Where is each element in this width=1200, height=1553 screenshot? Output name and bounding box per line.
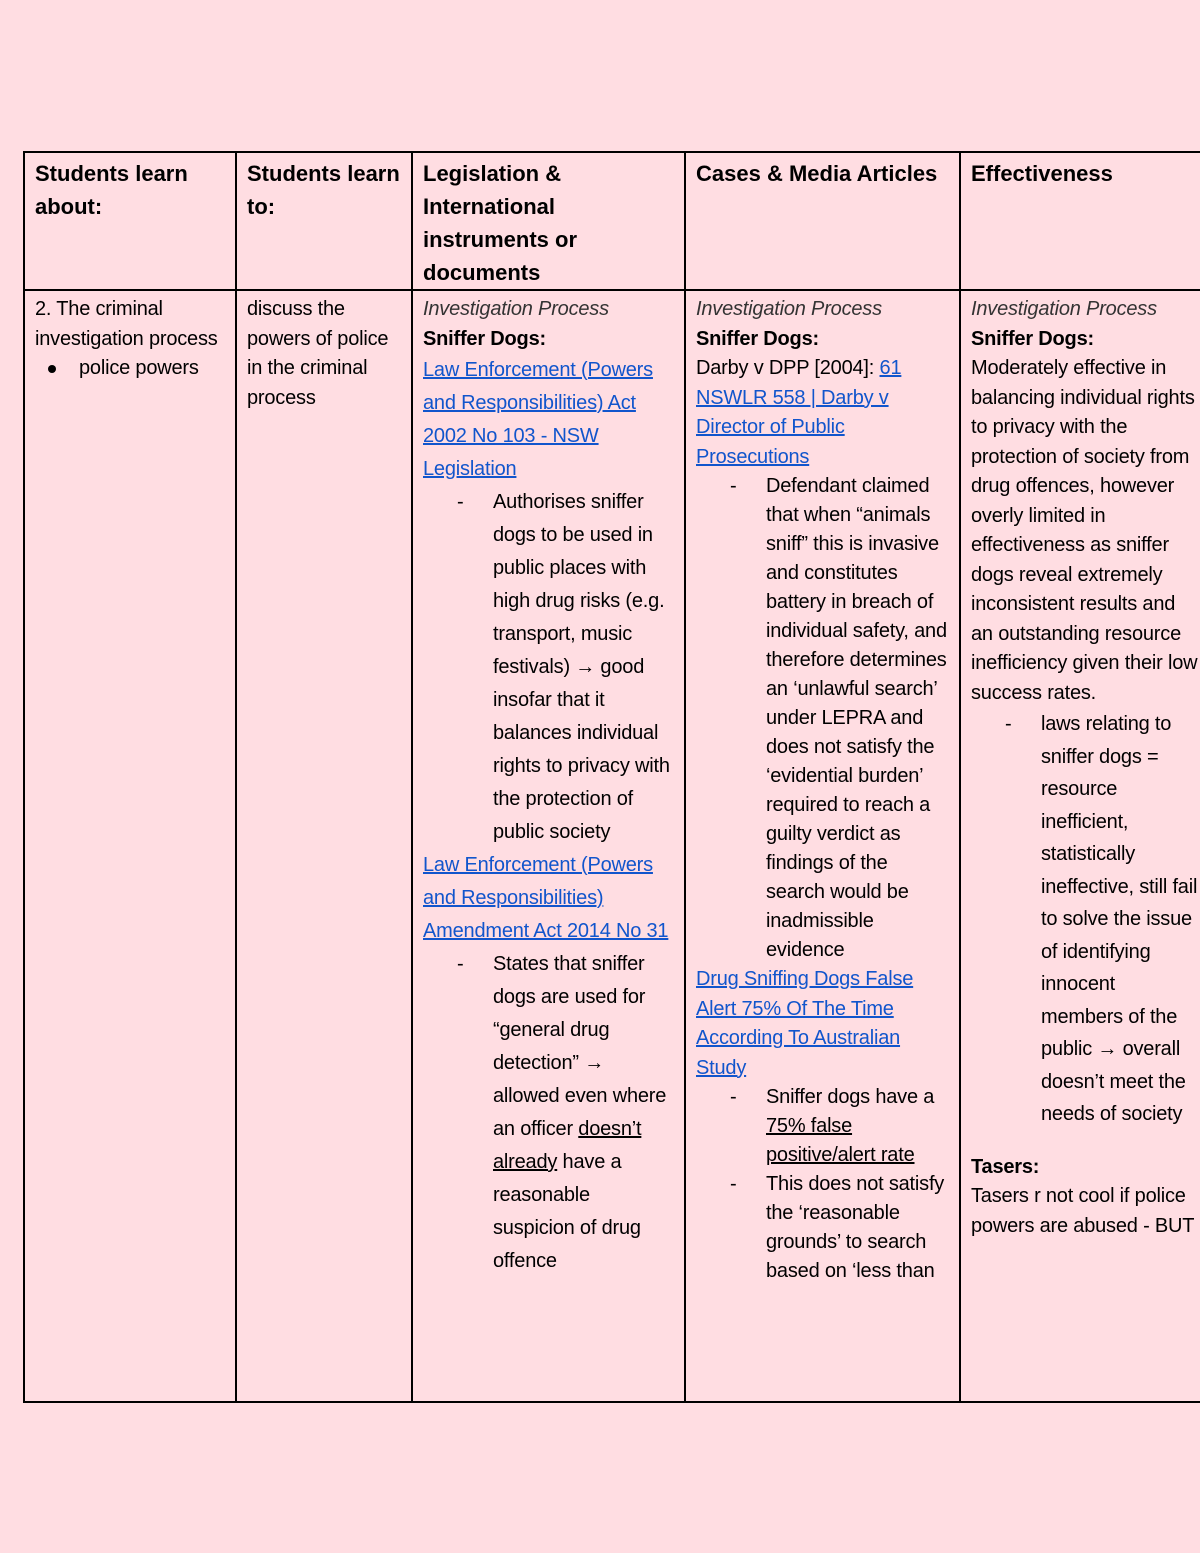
amendment-point — [493, 948, 675, 1278]
header-row — [24, 152, 1200, 290]
header-effectiveness: Effectiveness — [960, 152, 1200, 290]
header-students-learn-to: Students learn to: — [236, 152, 412, 290]
topic-bullets — [35, 354, 226, 384]
sniffing-dogs-article-link[interactable]: Drug Sniffing Dogs False Alert 75% Of The Time According To Australian Study — [696, 968, 914, 1079]
legislation-section-title: Investigation Process — [423, 298, 609, 320]
legislation-subhead: Sniffer Dogs: — [423, 327, 546, 350]
lepra-2002-link[interactable]: Law Enforcement (Powers and Responsibilities) Act 2002 No 103 - NSW Legislation — [423, 359, 653, 480]
reasonable-grounds-point: - This does not satisfy the ‘reasonable grounds’ to search based on ‘less than — [766, 1170, 950, 1286]
learn-to-text: discuss the powers of police in the criminal process — [247, 298, 389, 409]
effectiveness-points — [971, 708, 1199, 1131]
darby-case-line — [696, 354, 950, 472]
cell-effectiveness — [960, 290, 1200, 1402]
legislation-points-2 — [423, 948, 675, 1278]
amendment-point-text-b: have a reasonable suspicion of drug offence — [493, 1151, 641, 1272]
false-alert-point — [766, 1083, 950, 1170]
cases-points-2 — [696, 1083, 950, 1286]
darby-case-link[interactable]: 61 NSWLR 558 | Darby v Director of Public Prosecutions — [696, 357, 902, 468]
cell-learn-to — [236, 290, 412, 1402]
header-cases-media: Cases & Media Articles — [685, 152, 960, 290]
effectiveness-summary: Moderately effective in balancing individual rights to privacy with the protection of society from drug offences, however overly limited in effectiveness as sniffer dogs reveal extremely inconsistent results and an outstanding resource inefficiency given their low success rates. — [971, 357, 1198, 704]
cell-cases-media — [685, 290, 960, 1402]
lepra-amendment-2014-link[interactable]: Law Enforcement (Powers and Responsibilities) Amendment Act 2014 No 31 — [423, 854, 669, 942]
cell-legislation — [412, 290, 685, 1402]
syllabus-table — [23, 151, 1200, 1403]
header-legislation: Legislation & International instruments or documents — [412, 152, 685, 290]
cases-section-title: Investigation Process — [696, 298, 882, 320]
lepra-2002-point: - Authorises sniffer dogs to be used in public places with high drug risks (e.g. transport, music festivals) → good insofar that it balances individual rights to privacy with the protection of public society — [493, 486, 675, 849]
content-row — [24, 290, 1200, 1402]
effectiveness-subhead: Sniffer Dogs: — [971, 327, 1094, 350]
cell-learn-about — [24, 290, 236, 1402]
amendment-point-underlined: doesn’t already — [493, 1118, 642, 1173]
tasers-subhead: Tasers: — [971, 1155, 1040, 1178]
effectiveness-section-title: Investigation Process — [971, 298, 1157, 320]
darby-point: - Defendant claimed that when “animals sniff” this is invasive and constitutes battery in breach of individual safety, and therefore determines an ‘unlawful search’ under LEPRA and does not satisfy the ‘evidential burden’ required to reach a guilty verdict as findings of the search would be inadmissible evidence — [766, 472, 950, 965]
cases-points-1 — [696, 472, 950, 965]
false-alert-text: Sniffer dogs have a — [766, 1086, 935, 1108]
legislation-points-1 — [423, 486, 675, 849]
spacer — [971, 1131, 1199, 1153]
tasers-text: Tasers r not cool if police powers are abused - BUT — [971, 1185, 1195, 1237]
topic-heading: 2. The criminal investigation process — [35, 298, 218, 350]
header-students-learn-about: Students learn about: — [24, 152, 236, 290]
amendment-point-text-a: States that sniffer dogs are used for “general drug detection” → allowed even where an officer — [493, 953, 667, 1140]
darby-case-prefix: Darby v DPP [2004]: — [696, 357, 880, 379]
bullet-police-powers: police powers — [79, 354, 226, 384]
false-alert-underlined: 75% false positive/alert rate — [766, 1115, 915, 1166]
effectiveness-point: - laws relating to sniffer dogs = resource inefficient, statistically ineffective, still fail to solve the issue of identifying innocent members of the public → overall doesn’t meet the needs of society — [1041, 708, 1199, 1131]
cases-subhead: Sniffer Dogs: — [696, 327, 819, 350]
